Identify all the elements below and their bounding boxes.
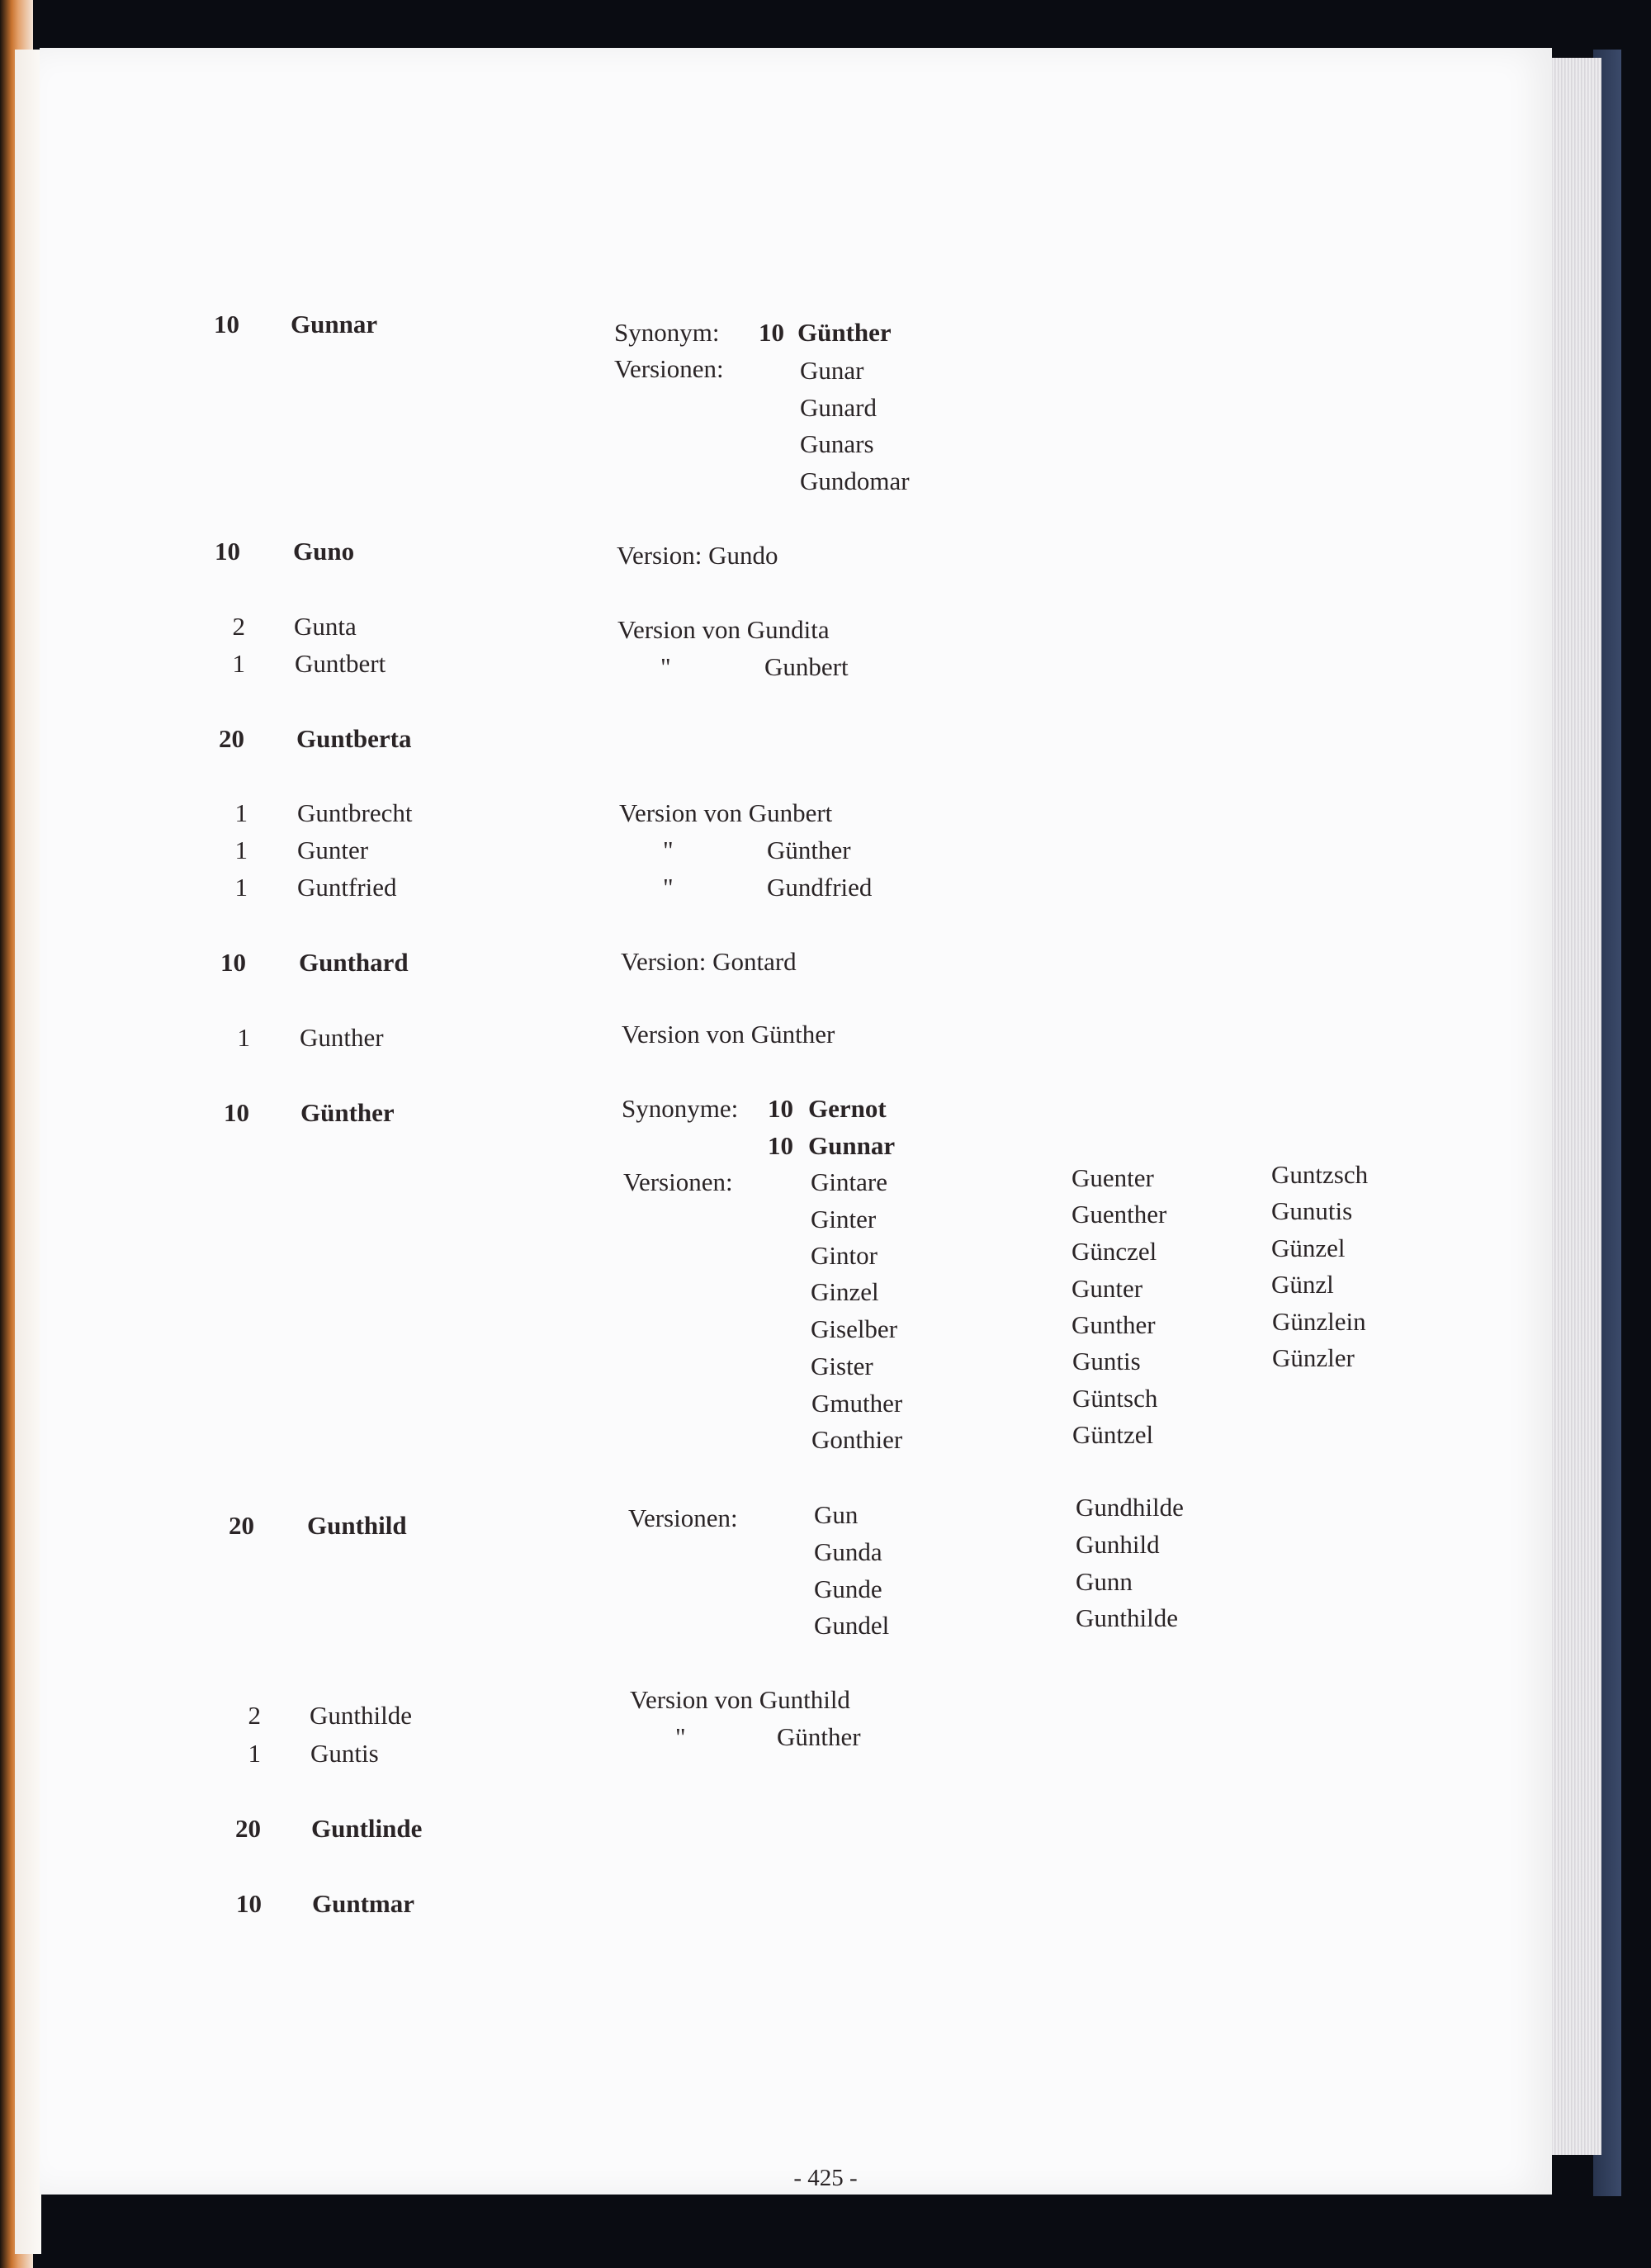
entry-count: 1 <box>234 836 248 864</box>
guntfried-version: Gundfried <box>767 873 873 902</box>
left-page-edge <box>15 50 41 2254</box>
version-item: Gundhilde <box>1076 1493 1184 1522</box>
synonym-count: 10 <box>768 1131 793 1160</box>
entry-name: Guntberta <box>296 724 412 753</box>
entry-count: 20 <box>229 1511 254 1540</box>
entry-name: Guntlinde <box>311 1814 423 1843</box>
synonym-name: Gunnar <box>808 1131 896 1160</box>
version-item: Gunutis <box>1271 1196 1353 1225</box>
entry-name: Gunthild <box>307 1511 407 1540</box>
versionen-label: Versionen: <box>623 1167 733 1196</box>
synonym-name: Gernot <box>808 1094 887 1123</box>
entry-name: Gunthilde <box>310 1701 412 1730</box>
entry-count: 1 <box>232 649 245 678</box>
synonyme-label: Synonyme: <box>622 1094 739 1123</box>
version-item: Giselber <box>811 1314 898 1343</box>
entry-name: Gunta <box>294 612 357 641</box>
ditto-mark: " <box>675 1722 686 1751</box>
version-item: Ginzel <box>811 1277 879 1306</box>
gunther-version: Version von Günther <box>622 1020 835 1049</box>
entry-count: 2 <box>248 1701 261 1730</box>
version-item: Gonthier <box>811 1425 903 1454</box>
version-item: Gmuther <box>811 1389 903 1418</box>
entry-count: 1 <box>237 1023 250 1052</box>
version-item: Gunther <box>1071 1310 1156 1339</box>
version-item: Guenter <box>1071 1163 1154 1192</box>
guno-version: Version: Gundo <box>617 541 778 570</box>
entry-name: Guno <box>293 537 355 566</box>
book-page <box>40 48 1552 2195</box>
version-item: Ginter <box>811 1205 877 1233</box>
versionen-label: Versionen: <box>614 354 724 383</box>
synonym-name: Günther <box>797 318 892 347</box>
version-item: Güntzel <box>1072 1420 1154 1449</box>
entry-name: Guntbert <box>295 649 386 678</box>
entry-name: Gunthard <box>299 948 409 977</box>
guntbert-version: Gunbert <box>764 652 849 681</box>
version-item: Guntis <box>1072 1347 1141 1375</box>
entry-count: 10 <box>236 1889 262 1918</box>
version-item: Gister <box>811 1352 873 1380</box>
version-item: Gunde <box>814 1574 882 1603</box>
right-page-edge <box>1552 58 1601 2155</box>
entry-count: 20 <box>235 1814 261 1843</box>
version-item: Gunter <box>1071 1274 1143 1303</box>
version-item: Günzler <box>1272 1343 1355 1372</box>
entry-count: 10 <box>214 310 239 339</box>
ditto-mark: " <box>663 836 674 864</box>
synonym-label: Synonym: <box>614 318 720 347</box>
gunthard-version: Version: Gontard <box>621 947 797 976</box>
version-item: Gunard <box>800 393 877 422</box>
version-item: Gundomar <box>800 466 910 495</box>
synonym-count: 10 <box>759 318 784 347</box>
entry-count: 1 <box>248 1739 261 1768</box>
entry-count: 1 <box>234 873 248 902</box>
entry-name: Gunnar <box>291 310 378 339</box>
gunta-version: Version von Gundita <box>617 615 830 644</box>
entry-count: 10 <box>215 537 240 566</box>
synonym-count: 10 <box>768 1094 793 1123</box>
version-item: Gintor <box>811 1241 878 1270</box>
guntis-version: Günther <box>777 1722 861 1751</box>
page-number: - 425 - <box>793 2165 858 2191</box>
version-item: Gunn <box>1076 1567 1133 1596</box>
version-item: Günzlein <box>1272 1307 1366 1336</box>
version-item: Güntsch <box>1072 1384 1158 1413</box>
entry-name: Guntfried <box>297 873 397 902</box>
version-item: Gun <box>814 1500 859 1529</box>
entry-name: Günther <box>300 1098 395 1127</box>
versionen-label: Versionen: <box>628 1503 738 1532</box>
version-item: Gunhild <box>1076 1530 1160 1559</box>
version-item: Guntzsch <box>1271 1160 1369 1189</box>
version-item: Gunar <box>800 356 864 385</box>
entry-name: Guntbrecht <box>297 798 413 827</box>
entry-count: 2 <box>232 612 245 641</box>
version-item: Gunthilde <box>1076 1603 1178 1632</box>
entry-count: 20 <box>219 724 244 753</box>
version-item: Günzel <box>1271 1233 1346 1262</box>
ditto-mark: " <box>663 873 674 902</box>
entry-name: Guntmar <box>312 1889 414 1918</box>
entry-count: 10 <box>220 948 246 977</box>
gunter-version: Günther <box>767 836 851 864</box>
version-item: Gintare <box>811 1167 887 1196</box>
version-item: Gunars <box>800 429 874 458</box>
gunthilde-version: Version von Gunthild <box>630 1685 850 1714</box>
entry-name: Guntis <box>310 1739 379 1768</box>
entry-count: 1 <box>234 798 248 827</box>
version-item: Gundel <box>814 1611 890 1640</box>
version-item: Günzl <box>1271 1270 1334 1299</box>
ditto-mark: " <box>660 652 671 681</box>
version-item: Guenther <box>1071 1200 1167 1229</box>
version-item: Günczel <box>1071 1237 1157 1266</box>
guntbrecht-version: Version von Gunbert <box>619 798 833 827</box>
entry-name: Gunter <box>297 836 369 864</box>
entry-name: Gunther <box>300 1023 384 1052</box>
version-item: Gunda <box>814 1537 882 1566</box>
entry-count: 10 <box>224 1098 249 1127</box>
